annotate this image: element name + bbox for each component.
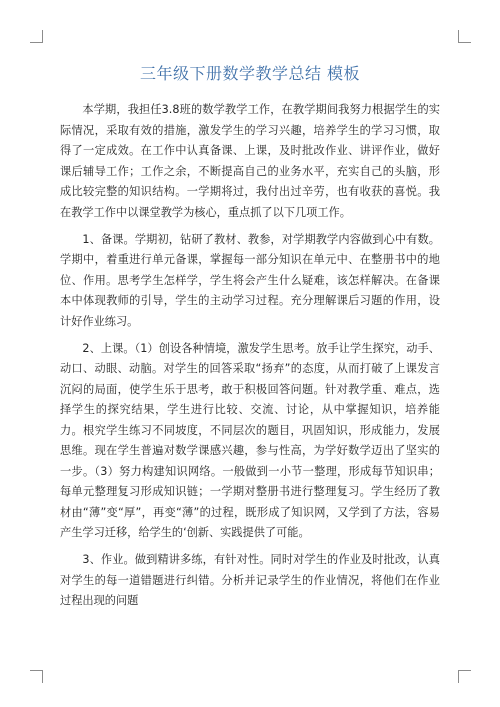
crop-mark-bottom-right: [458, 670, 471, 683]
crop-mark-bottom-left: [30, 670, 43, 683]
crop-mark-top-left: [30, 30, 43, 43]
paragraph-teaching: 2、上课。（1）创设各种情境，激发学生思考。放手让学生探究，动手、动口、动眼、动脑。对学生的回答采取“扬弃”的态度，从而打破了上课发言沉闷的局面，使学生乐于思考，敢于积极回答问题。针对教学重、难点，选择学生的探究结果，学生进行比较、交流、讨论，从中掌握知识，培养能力。根究学生练习不同坡度，不同层次的题目，巩固知识，形成能力，发展思维。现在学生普遍对数学课感兴趣，参与性高，为学好数学迈出了坚实的一步。（3）努力构建知识网络。一般做到一小节一整理，形成每节知识串；每单元整理复习形成知识链；一学期对整册书进行整理复习。学生经历了教材由“薄”变“厚”，再变“薄”的过程，既形成了知识网，又学到了方法，容易产生学习迁移，给学生的‘创新、实践提供了可能。: [60, 341, 440, 539]
document-body: [60, 100, 440, 618]
document-title: 三年级下册数学教学总结 模板: [139, 64, 361, 83]
paragraph-intro: 本学期，我担任3.8班的数学教学工作，在教学期间我努力根据学生的实际情况，采取有效的措施，激发学生的学习兴趣，培养学生的学习习惯，取得了一定成效。在工作中认真备课、上课，及时批改作业、讲评作业，做好课后辅导工作；工作之余，不断提高自己的业务水平，充实自己的头脑，形成比较完整的知识结构。一学期将过，我付出过辛劳，也有收获的喜悦。我在教学工作中以课堂教学为核心，重点抓了以下几项工作。: [60, 103, 440, 219]
crop-mark-top-right: [458, 30, 471, 43]
paragraph-homework: 3、作业。做到精讲多练，有针对性。同时对学生的作业及时批改，认真对学生的每一道错题进行纠错。分析并记录学生的作业情况，将他们在作业过程出现的问题: [60, 553, 440, 607]
paragraph-lesson-prep: 1、备课。学期初，钻研了教材、教参，对学期教学内容做到心中有数。学期中，着重进行单元备课，掌握每一部分知识在单元中、在整册书中的地位、作用。思考学生怎样学，学生将会产生什么疑难，该怎样解决。在备课本中体现教师的引导，学生的主动学习过程。充分理解课后习题的作用，设计好作业练习。: [60, 232, 440, 328]
